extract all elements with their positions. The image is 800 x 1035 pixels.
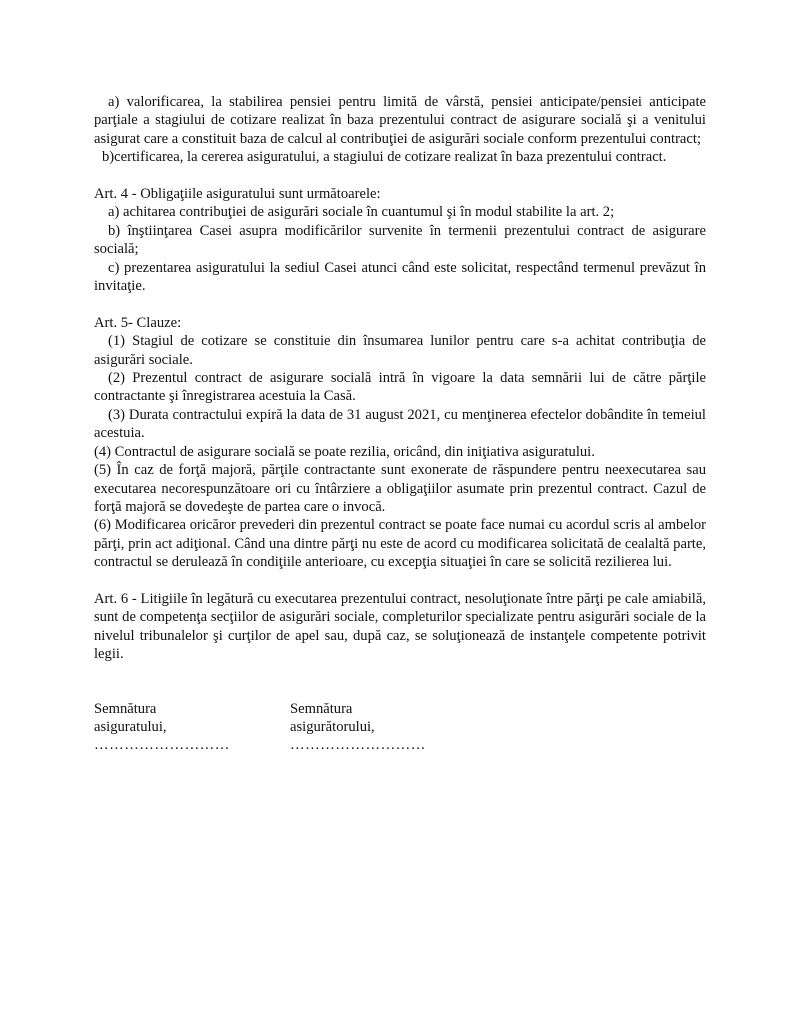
signature-block xyxy=(94,700,706,760)
art6-text: Art. 6 - Litigiile în legătură cu executarea prezentului contract, nesoluţionate între părţi pe cale amiabilă, sunt de competenţa secţiilor de asigurări sociale, completurilor specializate pentru asigurări sociale de la nivelul tribunalelor şi curţilor de apel sau, după caz, se soluţionează de instanţele competente potrivit legii. xyxy=(94,590,706,663)
contract-text xyxy=(94,93,706,760)
art5-clause-1: (1) Stagiul de cotizare se constituie din însumarea lunilor pentru care s-a achitat contribuţia de asigurări sociale. xyxy=(94,333,706,368)
spacer xyxy=(94,572,706,590)
art5-clause-6: (6) Modificarea oricăror prevederi din prezentul contract se poate face numai cu acordul scris al ambelor părţi, prin act adiţional. Când una dintre părţi nu este de acord cu modificarea solicitată de cealaltă parte, contractul se derulează în condiţiile anterioare, cu excepţia situaţiei în care se solicită rezilierea lui. xyxy=(94,517,706,571)
art5-clause-5: (5) În caz de forţă majoră, părţile contractante sunt exonerate de răspundere pentru neexecutarea sau executarea necorespunzătoare ori cu întârziere a obligaţiilor asumate prin prezentul contract. Cazul de forţă majoră se dovedeşte de partea care o invocă. xyxy=(94,462,706,515)
art5-clause-3: (3) Durata contractului expiră la data de 31 august 2021, cu menţinerea efectelor dobândite în temeiul acestuia. xyxy=(94,406,706,442)
art4-a: a) achitarea contribuţiei de asigurări sociale în cuantumul şi în modul stabilite la art. 2; xyxy=(108,204,615,221)
art5-title: Art. 5- Clauze: xyxy=(94,314,182,331)
insurer-signature-label: Semnătura xyxy=(290,700,353,717)
spacer xyxy=(94,295,706,313)
insurer-signature-line: ……………………… xyxy=(290,737,426,754)
art4-c: c) prezentarea asiguratului la sediul Casei atunci când este solicitat, respectând termenul prevăzut în invitaţie. xyxy=(94,259,706,295)
insured-signature-label: Semnătura xyxy=(94,700,157,717)
insurer-signature-role: asigurătorului, xyxy=(290,718,375,735)
insured-signature xyxy=(94,700,230,755)
clause-3b: b)certificarea, la cererea asiguratului, a stagiului de cotizare realizat în baza prezentului contract. xyxy=(102,149,667,166)
art5-clause-2: (2) Prezentul contract de asigurare socială intră în vigoare la data semnării lui de către părţile contractante şi înregistrarea acestuia la Casă. xyxy=(94,370,706,405)
art4-b: b) înştiinţarea Casei asupra modificărilor survenite în termenii prezentului contract de asigurare socială; xyxy=(94,222,706,258)
art4-title: Art. 4 - Obligaţiile asiguratului sunt următoarele: xyxy=(94,186,381,203)
clause-3a: a) valorificarea, la stabilirea pensiei pentru limită de vârstă, pensiei anticipate/pensiei anticipate parţiale a stagiului de cotizare realizat în baza prezentului contract de asigurare socială şi a venitului asigurat care a constituit baza de calcul al contribuţiei de asigurări sociale conform prezentului contract; xyxy=(94,94,706,147)
insured-signature-line: ……………………… xyxy=(94,737,230,754)
spacer xyxy=(94,664,706,700)
insurer-signature xyxy=(290,700,426,755)
spacer xyxy=(94,167,706,185)
insured-signature-role: asiguratului, xyxy=(94,718,167,735)
art5-clause-4: (4) Contractul de asigurare socială se poate rezilia, oricând, din iniţiativa asiguratului. xyxy=(94,443,595,460)
